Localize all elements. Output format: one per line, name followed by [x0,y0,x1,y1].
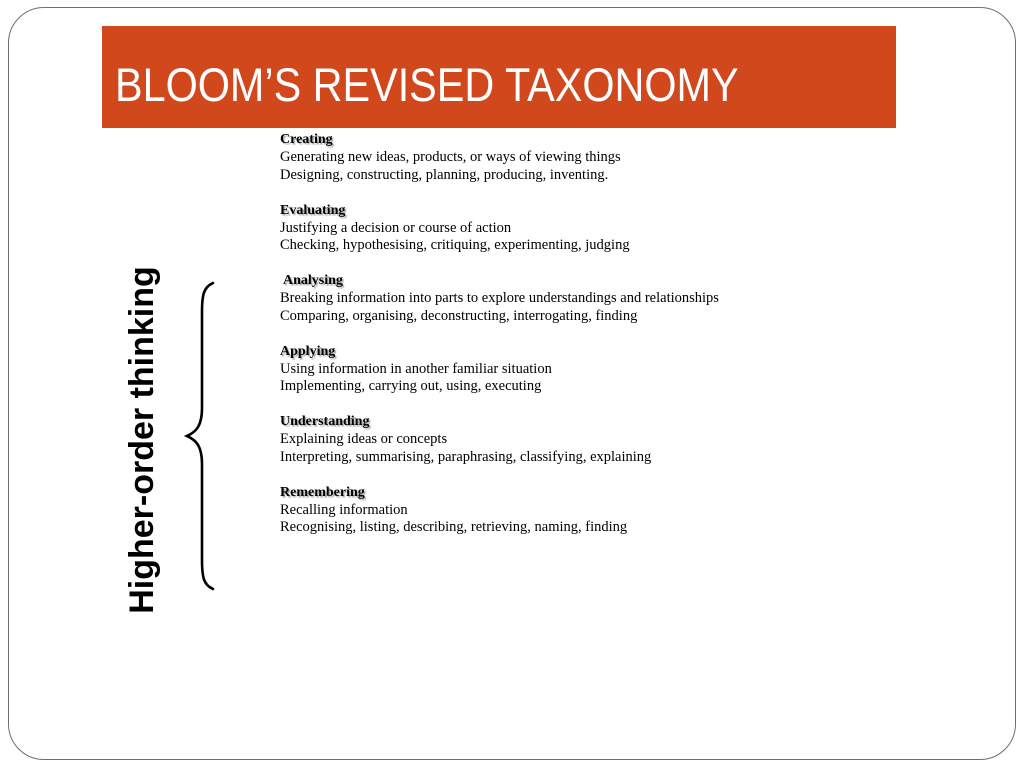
level-name: Applying [280,343,336,359]
level-understanding [280,413,840,466]
taxonomy-levels [280,131,840,554]
level-description: Breaking information into parts to explore understandings and relationships [280,290,719,306]
level-examples: Comparing, organising, deconstructing, interrogating, finding [280,307,638,324]
level-name: Creating [280,132,333,147]
side-label: Higher-order thinking [123,266,161,614]
level-description: Using information in another familiar situation [280,360,552,377]
level-examples: Checking, hypothesising, critiquing, experimenting, judging [280,237,630,253]
level-description: Generating new ideas, products, or ways of viewing things [280,149,621,165]
curly-brace-icon [182,280,218,592]
level-examples: Implementing, carrying out, using, executing [280,378,542,394]
level-examples: Interpreting, summarising, paraphrasing, classifying, explaining [280,448,652,465]
slide-title: BLOOM’S REVISED TAXONOMY [115,58,739,111]
level-description: Recalling information [280,501,408,518]
level-creating [280,131,840,184]
level-evaluating [280,202,840,255]
level-examples: Recognising, listing, describing, retrieving, naming, finding [280,519,628,535]
level-description: Explaining ideas or concepts [280,431,448,447]
level-analysing [280,272,840,325]
level-description: Justifying a decision or course of action [280,219,512,236]
level-examples: Designing, constructing, planning, producing, inventing. [280,166,609,183]
level-applying [280,343,840,396]
level-name: Evaluating [280,202,346,218]
level-name: Understanding [280,414,370,429]
level-name: Remembering [280,484,365,500]
level-remembering [280,484,840,537]
level-name: Analysing [283,273,343,288]
